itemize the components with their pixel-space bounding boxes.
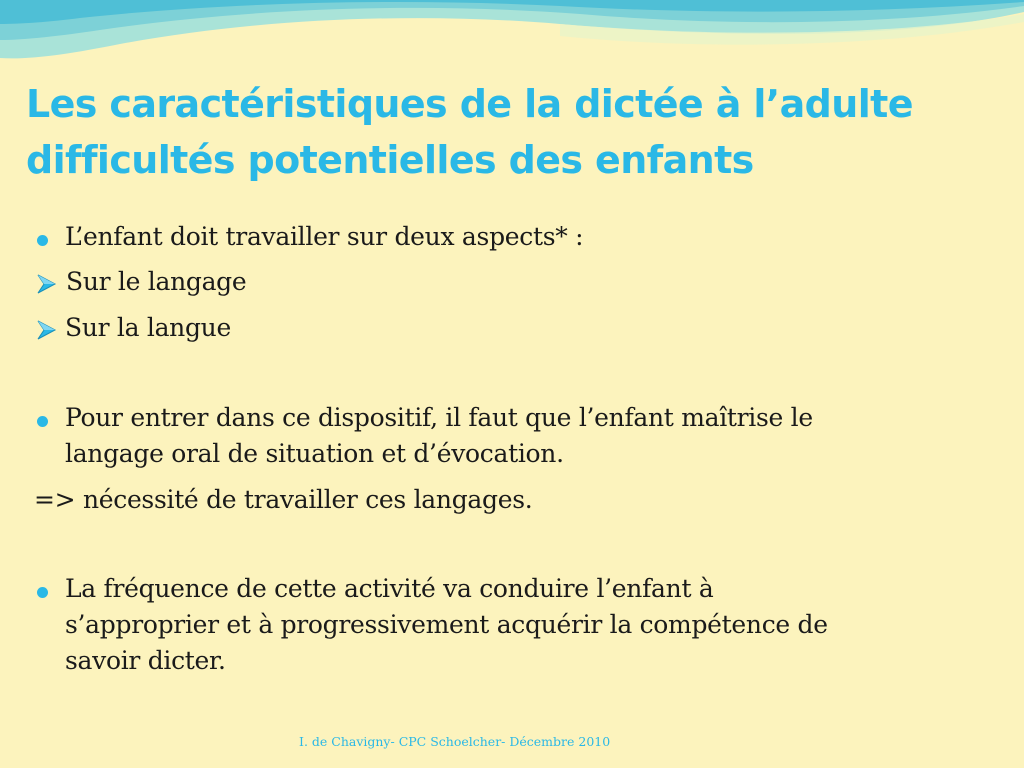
title-line-1: Les caractéristiques de la dictée à l’adulte [26, 82, 913, 126]
slide-title [26, 76, 1016, 188]
bullet-text-frequence-line-3: savoir dicter. [65, 646, 226, 675]
arrow-bullet-icon [36, 319, 58, 341]
round-bullet-icon [37, 235, 48, 246]
bullet-text-langue: Sur la langue [65, 313, 231, 342]
round-bullet-icon [37, 416, 48, 427]
bullet-text-aspects: L’enfant doit travailler sur deux aspects* : [65, 222, 584, 251]
bullet-text-dispositif-line-2: langage oral de situation et d’évocation. [65, 439, 564, 468]
title-line-2: difficultés potentielles des enfants [26, 138, 754, 182]
consequence-text: => nécessité de travailler ces langages. [34, 485, 533, 514]
bullet-text-frequence-line-2: s’approprier et à progressivement acquérir la compétence de [65, 610, 828, 639]
bullet-text-dispositif-line-1: Pour entrer dans ce dispositif, il faut que l’enfant maîtrise le [65, 403, 813, 432]
arrow-bullet-icon [36, 273, 58, 295]
slide-footer: I. de Chavigny- CPC Schoelcher- Décembre 2010 [299, 734, 611, 749]
bullet-text-frequence-line-1: La fréquence de cette activité va conduire l’enfant à [65, 574, 714, 603]
decorative-wave-banner [0, 0, 1024, 80]
bullet-text-langage: Sur le langage [66, 267, 247, 296]
round-bullet-icon [37, 587, 48, 598]
